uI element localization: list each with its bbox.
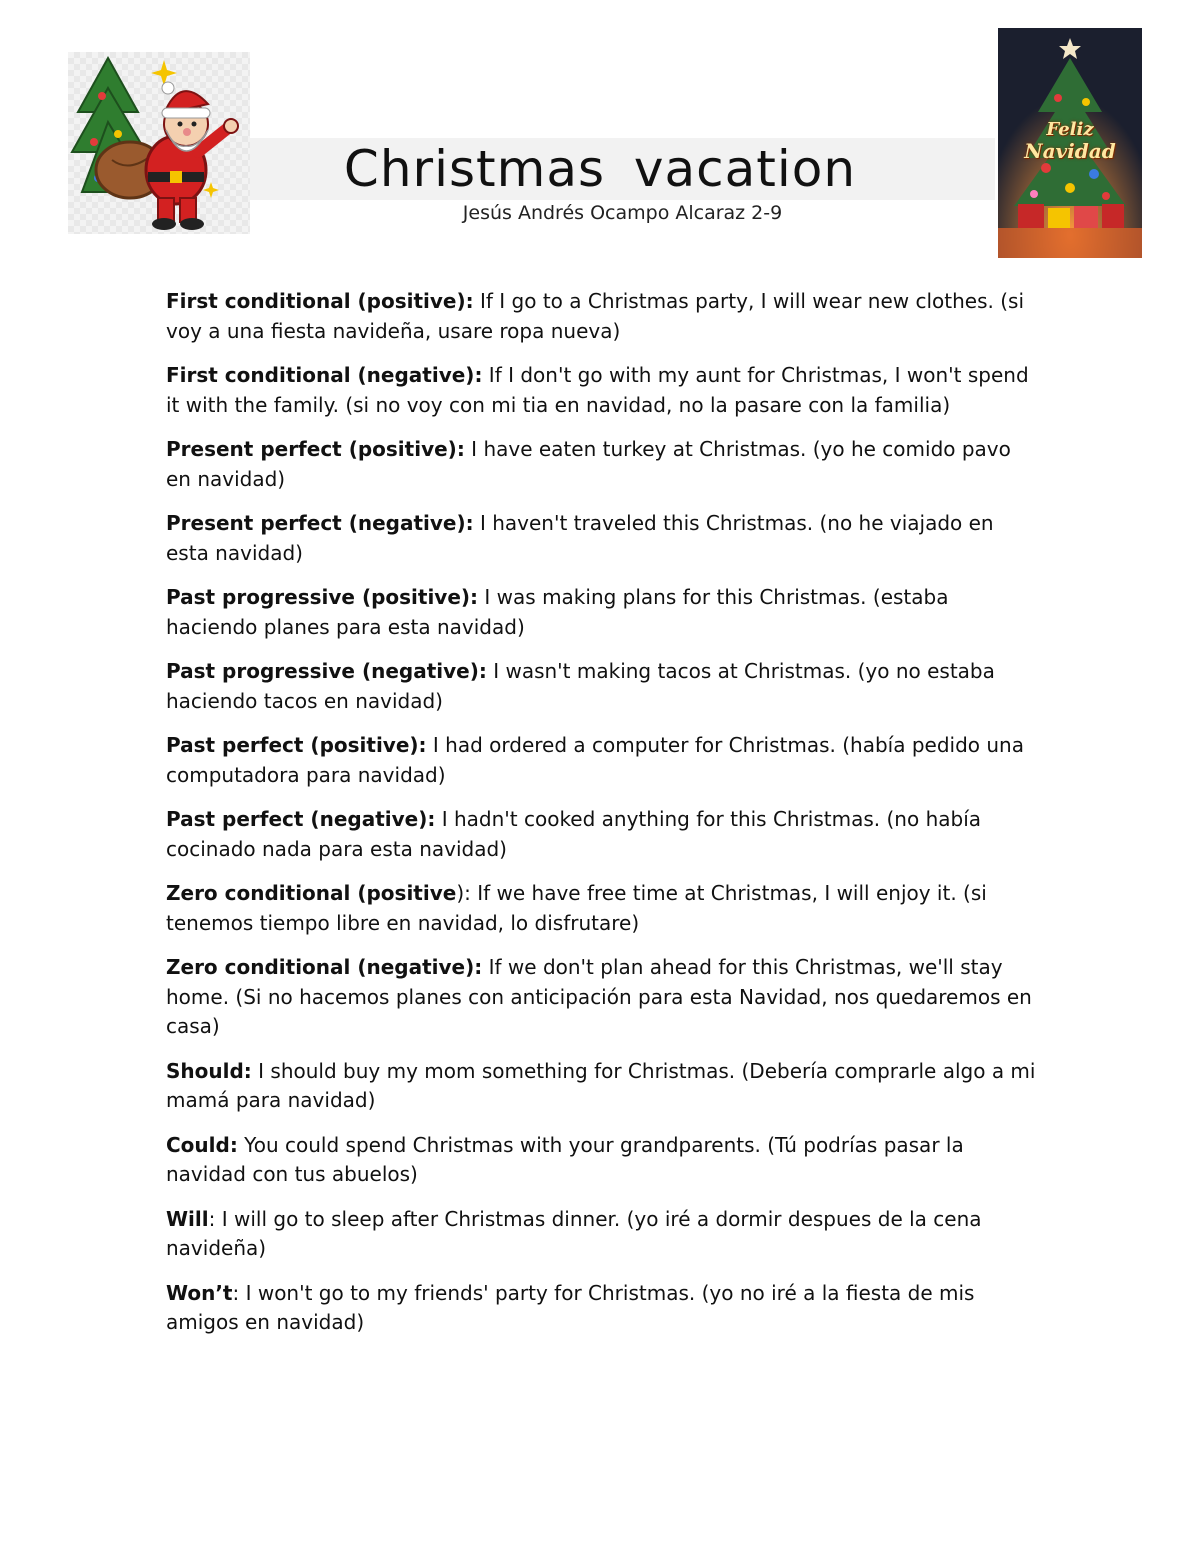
sentence-wont xyxy=(166,1279,1036,1338)
sentence-will xyxy=(166,1205,1036,1264)
sentence-text: ): If we have free time at Christmas, I will enjoy it. (si tenemos tiempo libre en navidad, lo disfrutare) xyxy=(166,881,987,935)
sentence-label: Present perfect (positive): xyxy=(166,437,465,461)
sentence-label: Past progressive (negative): xyxy=(166,659,487,683)
sentence-label: Won’t xyxy=(166,1280,233,1305)
sentence-label: First conditional (positive): xyxy=(166,289,474,313)
sentence-present-perfect-negative xyxy=(166,509,1036,568)
poster-text-feliz: Feliz xyxy=(1046,119,1094,140)
santa-illustration xyxy=(68,52,250,234)
sentence-first-conditional-positive xyxy=(166,287,1036,346)
sentence-label: Zero conditional (negative): xyxy=(166,955,483,979)
sentence-text: If we don't plan ahead for this Christmas, we'll stay home. (Si no hacemos planes con anticipación para esta Navidad, nos quedaremos en casa) xyxy=(166,955,1032,1038)
sentence-label: Zero conditional (positive xyxy=(166,881,457,905)
poster-text-navidad: Navidad xyxy=(1024,139,1116,163)
sentence-text: I should buy my mom something for Christmas. (Debería comprarle algo a mi mamá para navidad) xyxy=(166,1058,1036,1112)
sentence-first-conditional-negative xyxy=(166,361,1036,420)
sentence-text: : I won't go to my friends' party for Christmas. (yo no iré a la fiesta de mis amigos en navidad) xyxy=(166,1280,975,1334)
sentence-text: I was making plans for this Christmas. (estaba haciendo planes para esta navidad) xyxy=(166,585,949,639)
sentence-zero-conditional-positive xyxy=(166,879,1036,938)
sentence-past-perfect-positive xyxy=(166,731,1036,790)
sentence-past-progressive-negative xyxy=(166,657,1036,716)
sentence-label: Past progressive (positive): xyxy=(166,585,479,609)
sentence-label: Present perfect (negative): xyxy=(166,511,474,535)
sentence-could xyxy=(166,1131,1036,1190)
sentence-label: Could: xyxy=(166,1132,238,1157)
sentence-text: I haven't traveled this Christmas. (no he viajado en esta navidad) xyxy=(166,511,994,565)
sentence-text: You could spend Christmas with your grandparents. (Tú podrías pasar la navidad con tus abuelos) xyxy=(166,1132,964,1186)
sentence-past-progressive-positive xyxy=(166,583,1036,642)
sentence-label: Will xyxy=(166,1206,209,1231)
sentence-label: First conditional (negative): xyxy=(166,363,483,387)
sentence-zero-conditional-negative xyxy=(166,953,1036,1042)
sentence-text: If I don't go with my aunt for Christmas, I won't spend it with the family. (si no voy con mi tia en navidad, no la pasare con la familia) xyxy=(166,363,1029,417)
sentence-text: : I will go to sleep after Christmas dinner. (yo iré a dormir despues de la cena navideña) xyxy=(166,1206,982,1260)
sentence-text: I have eaten turkey at Christmas. (yo he comido pavo en navidad) xyxy=(166,437,1011,491)
sentence-text: If I go to a Christmas party, I will wear new clothes. (si voy a una fiesta navideña, usare ropa nueva) xyxy=(166,289,1025,343)
sentence-label: Should: xyxy=(166,1058,252,1083)
sentence-list xyxy=(166,287,1036,1353)
sentence-text: I had ordered a computer for Christmas. (había pedido una computadora para navidad) xyxy=(166,733,1024,787)
feliz-navidad-poster xyxy=(998,28,1142,258)
sentence-label: Past perfect (positive): xyxy=(166,733,427,757)
sentence-present-perfect-positive xyxy=(166,435,1036,494)
sentence-should xyxy=(166,1057,1036,1116)
sentence-text: I hadn't cooked anything for this Christmas. (no había cocinado nada para esta navidad) xyxy=(166,807,982,861)
sentence-label: Past perfect (negative): xyxy=(166,807,436,831)
sentence-past-perfect-negative xyxy=(166,805,1036,864)
page-title: Christmas vacation xyxy=(343,140,857,198)
author-line: Jesús Andrés Ocampo Alcaraz 2-9 xyxy=(462,202,783,224)
sentence-text: I wasn't making tacos at Christmas. (yo no estaba haciendo tacos en navidad) xyxy=(166,659,995,713)
